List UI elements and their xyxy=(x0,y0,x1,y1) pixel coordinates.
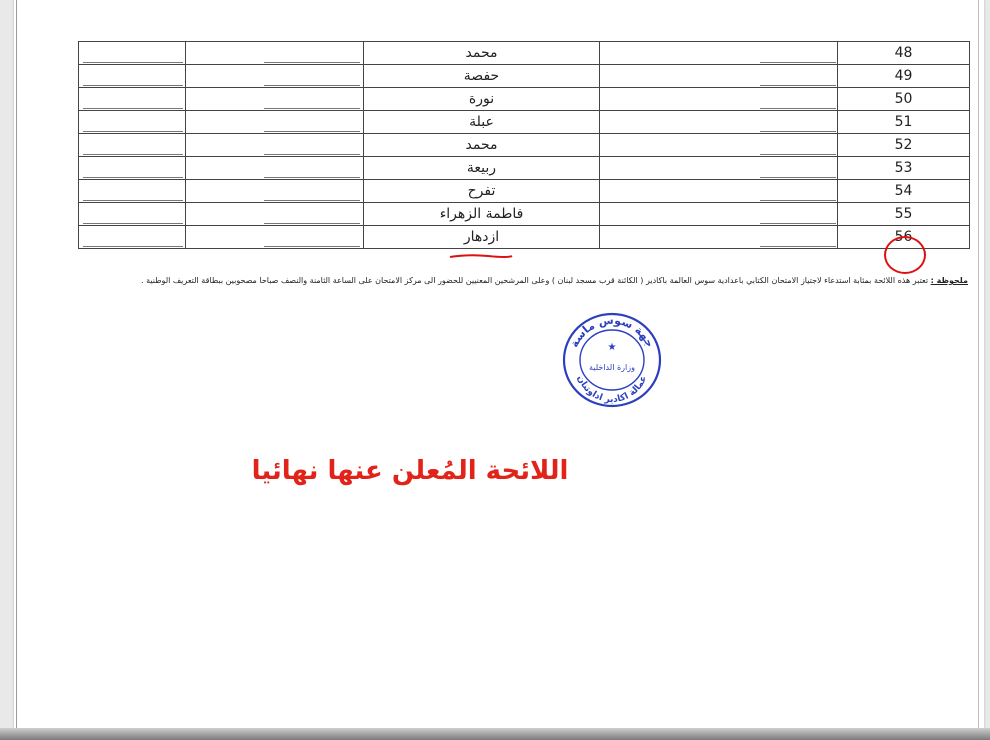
blank-cell xyxy=(600,203,838,226)
note-text: تعتبر هذه اللائحة بمثابة استدعاء لاجتياز الامتحان الكتابي باعدادية سوس العالمة باكادير ( الكائنة قرب مسجد لبنان ) وعلى المرشحين المعنيين للحضور الى مركز الامتحان على الساعة الثامنة والنصف صباحا مصحوبين ببطاقة التعريف الوطنية . xyxy=(140,276,929,285)
candidate-name: حفصة xyxy=(364,65,600,88)
stamp-inner-text: وزارة الداخلية xyxy=(589,363,635,372)
table-row xyxy=(79,65,970,88)
row-number: 50 xyxy=(838,88,970,111)
blank-cell xyxy=(79,134,186,157)
blank-cell xyxy=(79,88,186,111)
candidates-table xyxy=(78,41,970,249)
row-number: 52 xyxy=(838,134,970,157)
page-edge-left xyxy=(16,0,17,728)
blank-cell xyxy=(600,88,838,111)
official-stamp xyxy=(560,310,664,410)
table-row xyxy=(79,134,970,157)
note-label: ملحوظة : xyxy=(930,276,968,285)
blank-cell xyxy=(186,65,364,88)
blank-cell xyxy=(600,65,838,88)
exam-note xyxy=(104,276,968,285)
blank-cell xyxy=(79,42,186,65)
blank-cell xyxy=(600,42,838,65)
star-icon: ★ xyxy=(607,342,617,353)
blank-cell xyxy=(600,134,838,157)
table-row xyxy=(79,111,970,134)
page-bottom-shadow xyxy=(0,728,990,740)
stamp-bottom-text: عمالة اكادير اداوتنان xyxy=(574,374,650,406)
red-circle-annotation xyxy=(884,236,926,274)
blank-cell xyxy=(79,65,186,88)
candidate-name: ربيعة xyxy=(364,157,600,180)
table-row xyxy=(79,203,970,226)
stamp-outer-text: جهة سوس ماسة xyxy=(567,313,657,350)
blank-cell xyxy=(186,157,364,180)
blank-cell xyxy=(79,157,186,180)
candidate-name: عبلة xyxy=(364,111,600,134)
blank-cell xyxy=(186,88,364,111)
blank-cell xyxy=(600,180,838,203)
candidate-name: فاطمة الزهراء xyxy=(364,203,600,226)
blank-cell xyxy=(79,203,186,226)
final-list-heading: اللائحة المُعلن عنها نهائيا xyxy=(251,456,569,486)
blank-cell xyxy=(600,226,838,249)
blank-cell xyxy=(186,134,364,157)
blank-cell xyxy=(79,180,186,203)
blank-cell xyxy=(186,226,364,249)
candidate-name: تفرح xyxy=(364,180,600,203)
blank-cell xyxy=(186,180,364,203)
row-number: 55 xyxy=(838,203,970,226)
candidate-name: نورة xyxy=(364,88,600,111)
candidate-name: ازدهار xyxy=(364,226,600,249)
table-row xyxy=(79,88,970,111)
blank-cell xyxy=(600,111,838,134)
candidate-name: محمد xyxy=(364,42,600,65)
blank-cell xyxy=(600,157,838,180)
blank-cell xyxy=(79,226,186,249)
row-number: 48 xyxy=(838,42,970,65)
table-row xyxy=(79,42,970,65)
table-row xyxy=(79,180,970,203)
row-number: 53 xyxy=(838,157,970,180)
row-number: 56 xyxy=(838,226,970,249)
blank-cell xyxy=(186,42,364,65)
row-number: 49 xyxy=(838,65,970,88)
candidate-name: محمد xyxy=(364,134,600,157)
red-underline-annotation xyxy=(448,253,514,259)
blank-cell xyxy=(186,203,364,226)
blank-cell xyxy=(79,111,186,134)
table-row xyxy=(79,226,970,249)
table-row xyxy=(79,157,970,180)
row-number: 51 xyxy=(838,111,970,134)
row-number: 54 xyxy=(838,180,970,203)
page-edge-right xyxy=(978,0,979,728)
blank-cell xyxy=(186,111,364,134)
